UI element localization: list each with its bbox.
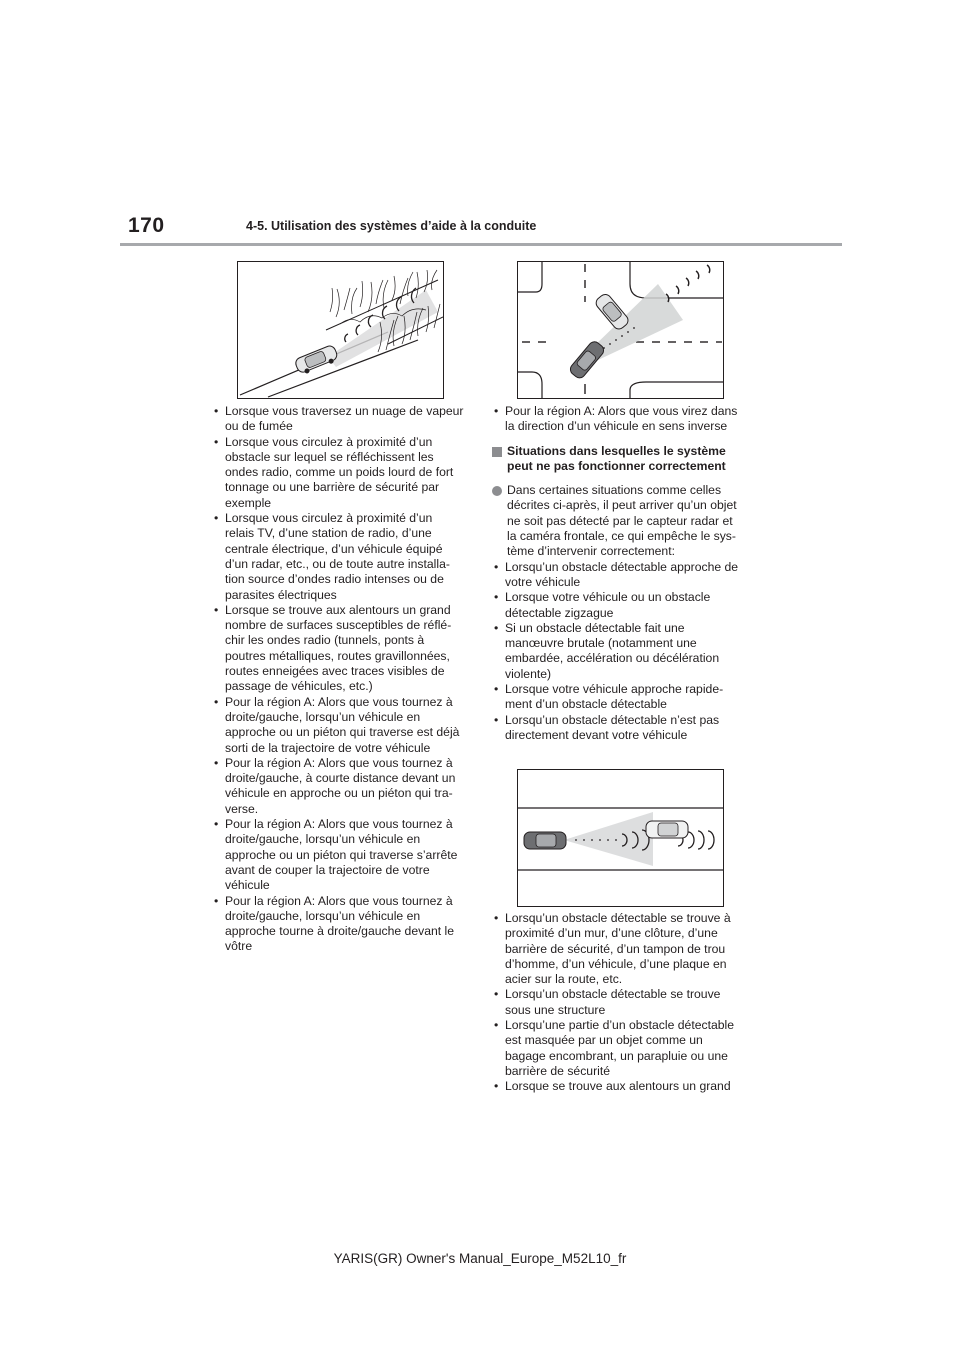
list-item: • Pour la région A: Alors que vous tournez à droite/gauche, à courte distance devant un véhicule en approche ou un piéton qui tra-verse. — [212, 756, 464, 817]
right-column — [492, 404, 744, 743]
list-item: • Lorsque se trouve aux alentours un grand — [492, 1079, 744, 1094]
list-item: • Lorsque vous circulez à proximité d’un relais TV, d’une station de radio, d’une centrale électrique, d’un véhicule équipé d’un radar, etc., ou de toute autre installa-tion source d’ondes radio intenses ou de parasites électriques — [212, 511, 464, 603]
square-bullet-icon — [492, 447, 502, 457]
list-item: • Lorsque votre véhicule ou un obstacle détectable zigzague — [492, 590, 744, 621]
illustration-intersection-turn — [517, 261, 724, 399]
list-item: • Pour la région A: Alors que vous virez dans la direction d’un véhicule en sens inverse — [492, 404, 744, 435]
illustration-offset-obstacle — [517, 769, 724, 907]
left-bullet-list — [212, 404, 464, 955]
list-item: • Lorsque vous circulez à proximité d’un obstacle sur lequel se réfléchissent les ondes radio, comme un poids lourd de fort tonnage ou une barrière de sécurité par exemple — [212, 435, 464, 511]
circle-bullet-icon — [492, 486, 502, 496]
section-title: 4-5. Utilisation des systèmes d’aide à la conduite — [246, 219, 537, 233]
list-item: • Pour la région A: Alors que vous tournez à droite/gauche, lorsqu’un véhicule en approche ou un piéton qui traverse s’arrête avant de couper la trajectoire de votre véhicule — [212, 817, 464, 893]
list-item: • Pour la région A: Alors que vous tournez à droite/gauche, lorsqu’un véhicule en approche ou un piéton qui traverse est déjà sorti de la trajectoire de votre véhicule — [212, 695, 464, 756]
list-item: • Lorsqu’un obstacle détectable n’est pas directement devant votre véhicule — [492, 713, 744, 744]
header-divider — [120, 243, 842, 246]
right-top-bullet-list — [492, 404, 744, 435]
list-item: • Lorsqu’un obstacle détectable approche de votre véhicule — [492, 560, 744, 591]
left-column — [212, 404, 464, 955]
intro-paragraph — [492, 483, 744, 559]
right-bottom-bullet-list — [492, 911, 744, 1095]
list-item: • Lorsque vous traversez un nuage de vapeur ou de fumée — [212, 404, 464, 435]
page-number: 170 — [128, 214, 165, 237]
list-item: • Lorsqu’un obstacle détectable se trouve à proximité d’un mur, d’une clôture, d’une barrière de sécurité, d’un tampon de trou d’homme, d’un véhicule, d’une plaque en acier sur la route, etc. — [492, 911, 744, 987]
right-column-lower — [492, 911, 744, 1095]
list-item: • Lorsqu’une partie d’un obstacle détectable est masquée par un objet comme un bagage encombrant, un parapluie ou une barrière de sécurité — [492, 1018, 744, 1079]
list-item: • Lorsque votre véhicule approche rapide-ment d’un obstacle détectable — [492, 682, 744, 713]
intro-text: Dans certaines situations comme celles décrites ci-après, il peut arriver qu’un objet ne soit pas détecté par le capteur radar et la caméra frontale, ce qui empêche le sys-tème d’intervenir correctement: — [507, 483, 737, 559]
right-middle-bullet-list — [492, 560, 744, 744]
illustration-steam-smoke — [237, 261, 444, 399]
list-item: • Lorsque se trouve aux alentours un grand nombre de surfaces susceptibles de réflé-chir les ondes radio (tunnels, ponts à poutres métalliques, routes gravillonnées, routes enneigées avec traces visibles de passage de véhicules, etc.) — [212, 603, 464, 695]
list-item: • Lorsqu’un obstacle détectable se trouve sous une structure — [492, 987, 744, 1018]
footer-text: YARIS(GR) Owner's Manual_Europe_M52L10_fr — [333, 1251, 627, 1266]
list-item: • Si un obstacle détectable fait une manœuvre brutale (notamment une embardée, accélération ou décélération violente) — [492, 621, 744, 682]
list-item: • Pour la région A: Alors que vous tournez à droite/gauche, lorsqu’un véhicule en approche tourne à droite/gauche devant le vôtre — [212, 894, 464, 955]
subheading-text: Situations dans lesquelles le système peut ne pas fonctionner correctement — [507, 443, 726, 473]
subheading — [492, 444, 744, 475]
